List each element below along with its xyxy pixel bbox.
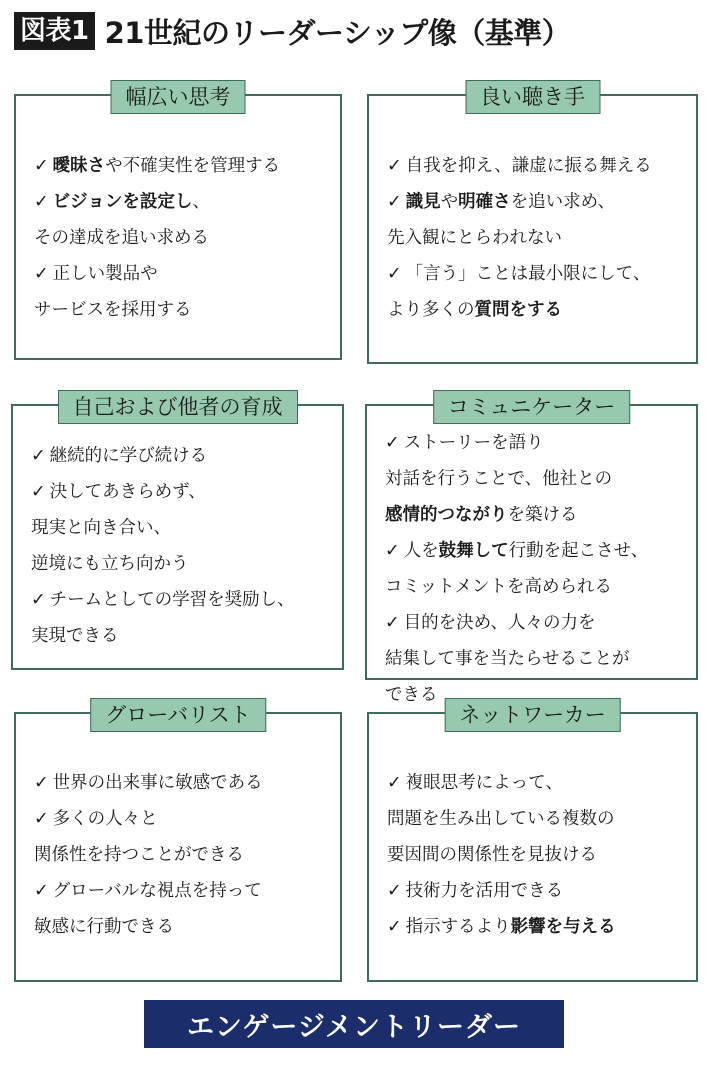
bullet-line xyxy=(387,801,686,837)
text: 多くの人々と xyxy=(52,809,158,829)
bold-text: 曖昧さ xyxy=(52,156,106,176)
bullet-line xyxy=(31,510,332,546)
checkmark-icon: ✓ xyxy=(387,192,402,212)
text: 指示するより xyxy=(405,917,511,937)
text: や不確実性を管理する xyxy=(105,156,281,176)
text: 行動を起こさせ、 xyxy=(508,541,649,561)
text: 要因間の関係性を見抜ける xyxy=(387,845,597,865)
text: できる xyxy=(385,685,438,705)
text: 継続的に学び続ける xyxy=(49,446,208,466)
bold-text: 明確さ xyxy=(458,192,511,212)
card-label: ネットワーカー xyxy=(444,698,621,732)
card-label: 良い聴き手 xyxy=(465,80,600,114)
card-body xyxy=(387,765,686,945)
bold-text: 鼓舞して xyxy=(438,541,509,561)
bullet-line xyxy=(31,546,332,582)
checkmark-icon: ✓ xyxy=(31,482,46,502)
bullet-line xyxy=(31,582,332,618)
checkmark-icon: ✓ xyxy=(31,590,46,610)
text: ストーリーを語り xyxy=(403,433,544,453)
checkmark-icon: ✓ xyxy=(387,917,402,937)
bullet-line xyxy=(385,605,686,641)
figure-header xyxy=(14,10,570,52)
text: サービスを採用する xyxy=(34,300,192,320)
checkmark-icon: ✓ xyxy=(387,881,402,901)
card-body xyxy=(34,765,330,945)
bullet-line xyxy=(31,438,332,474)
bullet-line xyxy=(34,220,330,256)
card-body xyxy=(387,148,686,328)
bold-text: 識見 xyxy=(405,192,441,212)
bullet-line xyxy=(385,569,686,605)
text: 、 xyxy=(192,192,210,212)
bullet-line xyxy=(385,533,686,569)
text: その達成を追い求める xyxy=(34,228,209,248)
bullet-line xyxy=(34,184,330,220)
text: 正しい製品や xyxy=(52,264,158,284)
bullet-line xyxy=(31,474,332,510)
bullet-line xyxy=(387,148,686,184)
bold-text: 感情的つながり xyxy=(385,505,508,525)
text: 結集して事を当たらせることが xyxy=(385,649,630,669)
text: を築ける xyxy=(507,505,578,525)
text: より多くの xyxy=(387,300,475,320)
bold-text: 影響を与える xyxy=(510,917,616,937)
text: グローバルな視点を持って xyxy=(52,881,262,901)
card-label: 自己および他者の育成 xyxy=(58,390,298,424)
bullet-line xyxy=(34,292,330,328)
checkmark-icon: ✓ xyxy=(385,433,400,453)
bullet-line xyxy=(34,837,330,873)
card-body xyxy=(31,438,332,654)
bullet-line xyxy=(34,256,330,292)
bullet-line xyxy=(387,256,686,292)
bold-text: ビジョンを設定し xyxy=(52,192,193,212)
bold-text: 質問をする xyxy=(474,300,562,320)
checkmark-icon: ✓ xyxy=(387,773,402,793)
text: を追い求め、 xyxy=(510,192,615,212)
text: 技術力を活用できる xyxy=(405,881,564,901)
bullet-line xyxy=(385,641,686,677)
bullet-line xyxy=(34,765,330,801)
text: 敏感に行動できる xyxy=(34,917,174,937)
text: 目的を決め、人々の力を xyxy=(403,613,596,633)
checkmark-icon: ✓ xyxy=(387,264,402,284)
checkmark-icon: ✓ xyxy=(34,192,49,212)
checkmark-icon: ✓ xyxy=(34,809,49,829)
card-good-listener xyxy=(367,85,698,364)
bullet-line xyxy=(31,618,332,654)
bullet-line xyxy=(387,292,686,328)
card-label: 幅広い思考 xyxy=(111,80,246,114)
text: 世界の出来事に敏感である xyxy=(52,773,263,793)
text: 人を xyxy=(403,541,439,561)
text: 対話を行うことで、他社との xyxy=(385,469,613,489)
card-globalist xyxy=(14,703,342,982)
text: 現実と向き合い、 xyxy=(31,518,171,538)
card-networker xyxy=(367,703,698,982)
bullet-line xyxy=(387,220,686,256)
text: 自我を抑え、謙虚に振る舞える xyxy=(405,156,652,176)
card-broad-thinking xyxy=(14,85,342,360)
card-label: グローバリスト xyxy=(90,698,266,732)
bullet-line xyxy=(34,873,330,909)
card-body xyxy=(385,425,686,713)
card-body xyxy=(34,148,330,328)
text: チームとしての学習を奨励し、 xyxy=(49,590,295,610)
text: 決してあきらめず、 xyxy=(49,482,206,502)
text: 関係性を持つことができる xyxy=(34,845,244,865)
figure-tag: 図表1 xyxy=(14,12,95,50)
figure-title: 21世紀のリーダーシップ像（基準） xyxy=(104,15,571,50)
bullet-line xyxy=(385,461,686,497)
bullet-line xyxy=(34,801,330,837)
checkmark-icon: ✓ xyxy=(385,613,400,633)
bullet-line xyxy=(385,425,686,461)
text: 問題を生み出している複数の xyxy=(387,809,615,829)
checkmark-icon: ✓ xyxy=(34,156,49,176)
bullet-line xyxy=(387,184,686,220)
text: 複眼思考によって、 xyxy=(405,773,563,793)
checkmark-icon: ✓ xyxy=(31,446,46,466)
text: コミットメントを高められる xyxy=(385,577,612,597)
text: 逆境にも立ち向かう xyxy=(31,554,189,574)
bullet-line xyxy=(387,909,686,945)
text: 先入観にとらわれない xyxy=(387,228,562,248)
bullet-line xyxy=(387,837,686,873)
checkmark-icon: ✓ xyxy=(34,264,49,284)
checkmark-icon: ✓ xyxy=(34,773,49,793)
bullet-line xyxy=(387,765,686,801)
card-self-development xyxy=(11,395,344,670)
checkmark-icon: ✓ xyxy=(385,541,400,561)
bullet-line xyxy=(34,909,330,945)
bullet-line xyxy=(387,873,686,909)
checkmark-icon: ✓ xyxy=(387,156,402,176)
footer-banner: エンゲージメントリーダー xyxy=(144,1000,564,1048)
bullet-line xyxy=(34,148,330,184)
checkmark-icon: ✓ xyxy=(34,881,49,901)
card-label: コミュニケーター xyxy=(433,390,631,424)
text: 実現できる xyxy=(31,626,119,646)
card-communicator xyxy=(365,395,698,705)
text: や xyxy=(440,192,459,212)
bullet-line xyxy=(385,497,686,533)
text: 「言う」ことは最小限にして、 xyxy=(405,264,651,284)
